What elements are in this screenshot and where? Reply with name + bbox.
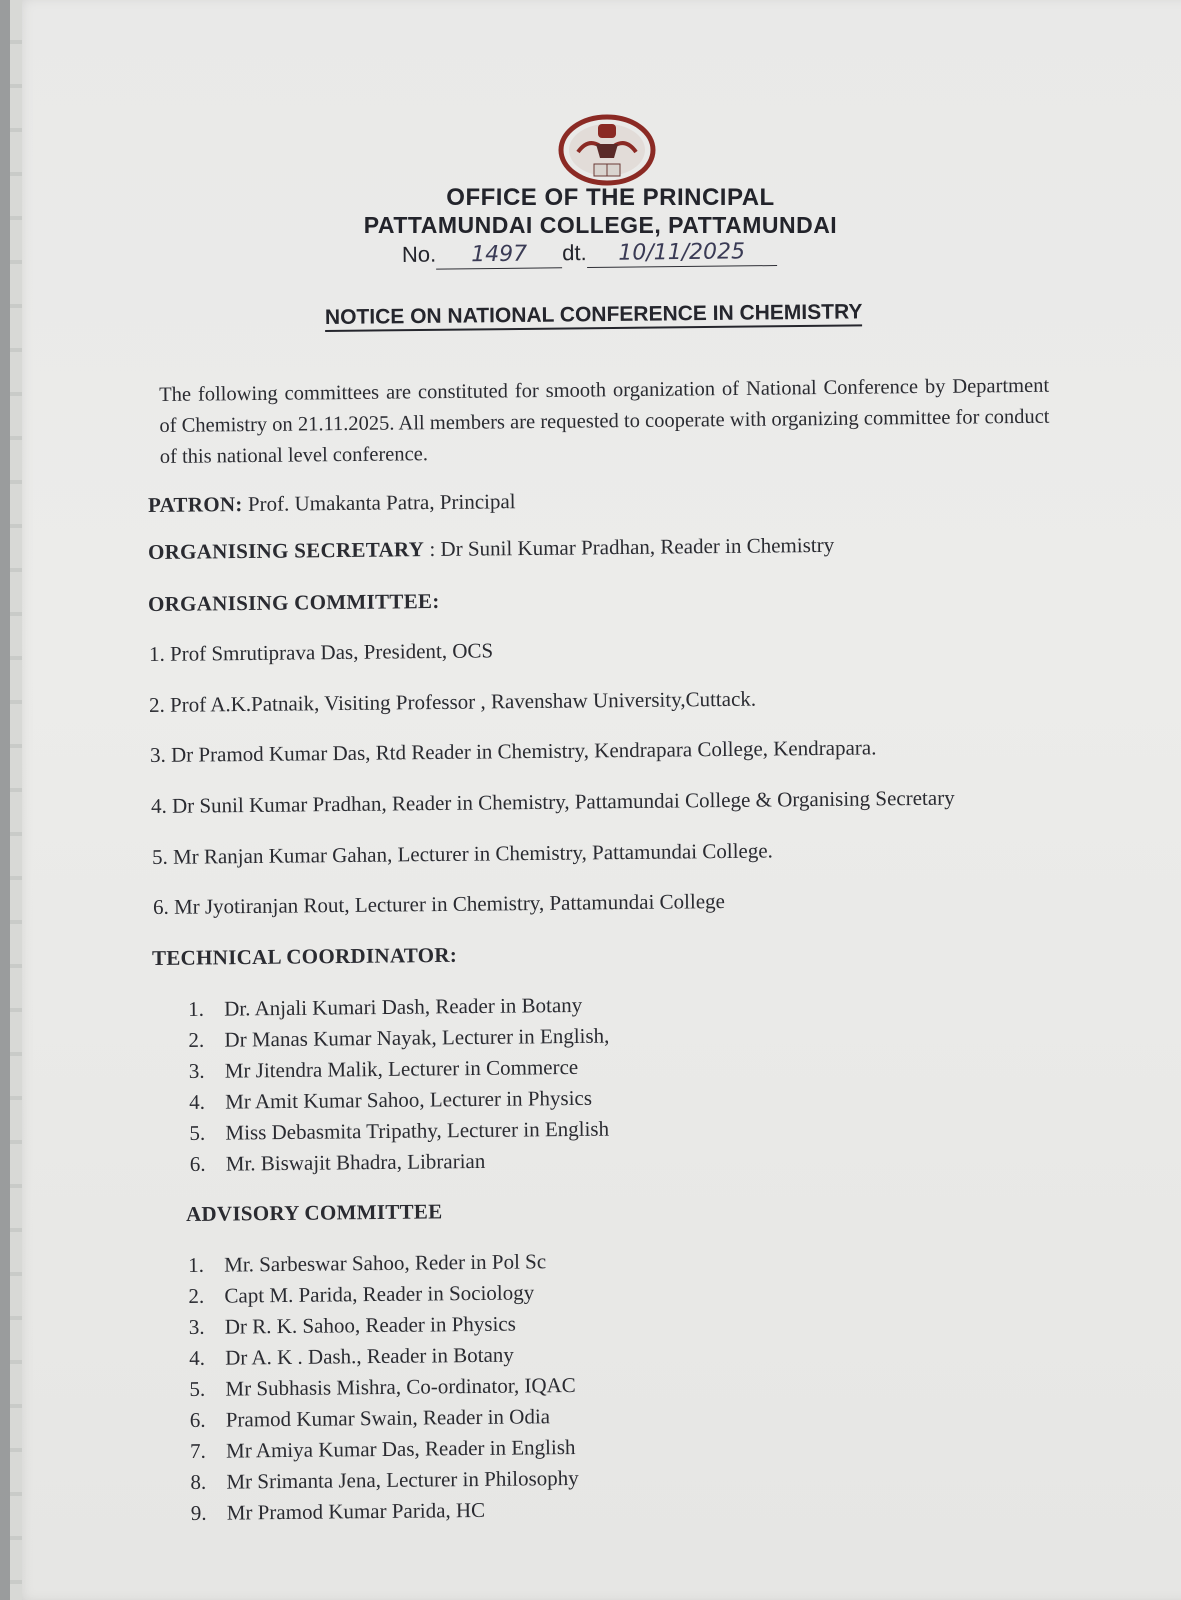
list-item: 7. Mr Amiya Kumar Das, Reader in English (189, 1434, 576, 1463)
list-item: 6. Pramod Kumar Swain, Reader in Odia (189, 1404, 551, 1432)
list-item: 2. Capt M. Parida, Reader in Sociology (188, 1280, 535, 1308)
organising-secretary-label: ORGANISING SECRETARY (147, 537, 425, 564)
date-handwritten: 10/11/2025 (587, 239, 777, 268)
list-item: 4. Dr A. K . Dash., Reader in Botany (189, 1342, 514, 1370)
organising-member: 3. Dr Pramod Kumar Das, Rtd Reader in Chemistry, Kendrapara College, Kendrapara. (149, 735, 877, 767)
organising-member: 2. Prof A.K.Patnaik, Visiting Professor , Ravenshaw University,Cuttack. (148, 686, 757, 717)
list-item: 1. Mr. Sarbeswar Sahoo, Reder in Pol Sc (188, 1249, 547, 1277)
organising-member: 5. Mr Ranjan Kumar Gahan, Lecturer in Chemistry, Pattamundai College. (151, 838, 773, 869)
patron-line (148, 489, 516, 518)
organising-secretary-value: : Dr Sunil Kumar Pradhan, Reader in Chemistry (429, 532, 835, 562)
organising-member: 4. Dr Sunil Kumar Pradhan, Reader in Chemistry, Pattamundai College & Organising Secretary (150, 785, 955, 818)
notice-page (10, 0, 1181, 1600)
list-item: 2. Dr Manas Kumar Nayak, Lecturer in English, (188, 1023, 610, 1052)
list-item: 4. Mr Amit Kumar Sahoo, Lecturer in Physics (189, 1085, 593, 1114)
technical-coordinator-list (188, 990, 611, 1180)
college-emblem-logo (558, 114, 656, 186)
date-label: dt. (562, 240, 587, 266)
reference-line (402, 238, 777, 276)
patron-label: PATRON: (147, 492, 243, 517)
ref-number-label: No. (401, 241, 437, 267)
organising-secretary-line (148, 533, 834, 565)
college-name: PATTAMUNDAI COLLEGE, PATTAMUNDAI (363, 212, 838, 238)
organising-committee-heading: ORGANISING COMMITTEE: (147, 588, 440, 616)
ref-number-handwritten: 1497 (436, 241, 562, 269)
technical-coordinator-heading: TECHNICAL COORDINATOR: (151, 942, 458, 970)
intro-paragraph: The following committees are constituted for smooth organization of National Conference by Department of Chemistry on 21.11.2025. All members are requested to cooperate with organizing committee for conduct of this national level conference. (159, 374, 1050, 468)
organising-member: 1. Prof Smrutiprava Das, President, OCS (148, 638, 494, 666)
notice-title: NOTICE ON NATIONAL CONFERENCE IN CHEMISTRY (325, 300, 863, 332)
list-item: 3. Mr Jitendra Malik, Lecturer in Commerce (188, 1054, 579, 1083)
list-item: 5. Mr Subhasis Mishra, Co-ordinator, IQAC (189, 1372, 576, 1401)
list-item: 8. Mr Srimanta Jena, Lecturer in Philosophy (190, 1465, 579, 1494)
office-title: OFFICE OF THE PRINCIPAL (446, 184, 775, 211)
advisory-committee-list (188, 1246, 579, 1529)
list-item: 6. Mr. Biswajit Bhadra, Librarian (189, 1148, 486, 1176)
list-item: 5. Miss Debasmita Tripathy, Lecturer in English (189, 1116, 610, 1145)
page-edge (10, 0, 22, 1600)
advisory-committee-heading: ADVISORY COMMITTEE (185, 1199, 443, 1226)
list-item: 1. Dr. Anjali Kumari Dash, Reader in Botany (188, 992, 583, 1021)
patron-value: Prof. Umakanta Patra, Principal (247, 489, 516, 516)
organising-member: 6. Mr Jyotiranjan Rout, Lecturer in Chemistry, Pattamundai College (152, 889, 726, 919)
list-item: 9. Mr Pramod Kumar Parida, HC (190, 1497, 486, 1525)
list-item: 3. Dr R. K. Sahoo, Reader in Physics (188, 1311, 516, 1339)
